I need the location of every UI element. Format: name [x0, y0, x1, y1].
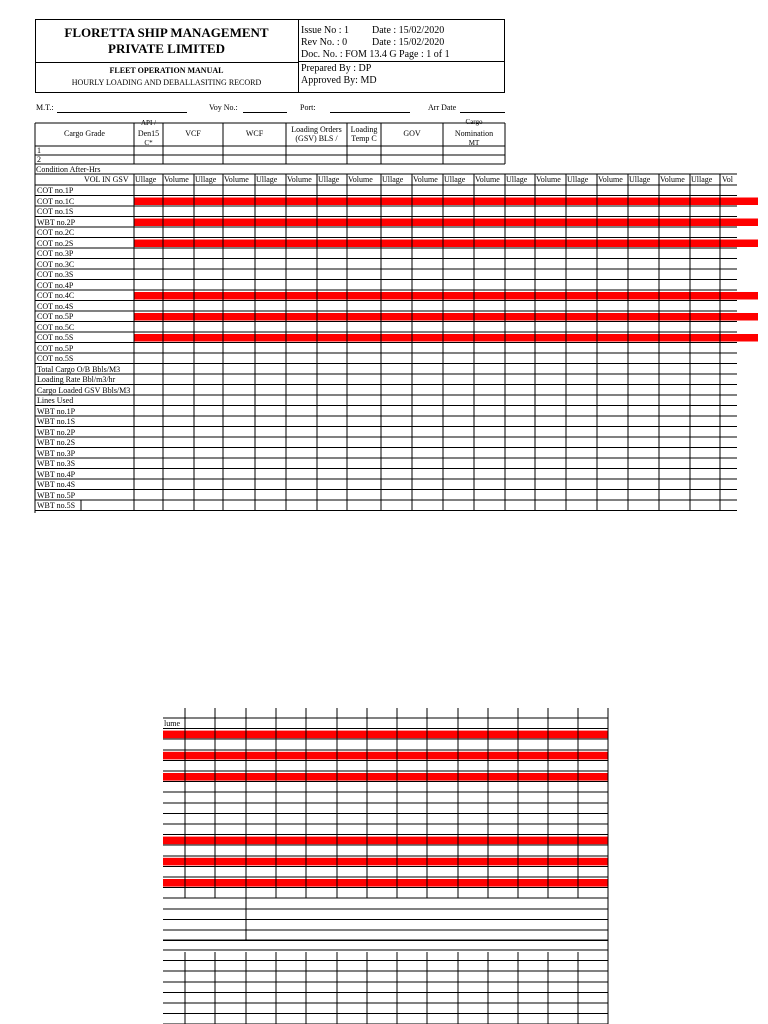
wbt-row-label-2: WBT no.2P: [37, 427, 76, 437]
doc-no: Doc. No. : FOM 13.4 G Page : 1 of 1: [301, 49, 450, 60]
summary-row-label-1: Loading Rate Bbl/m3/hr: [37, 375, 116, 384]
arr-date-label: Arr Date: [428, 103, 457, 112]
tank-row-label-1: COT no.1C: [37, 196, 75, 206]
wbt-row-label-5: WBT no.3S: [37, 459, 76, 468]
rev-date: Date : 15/02/2020: [372, 37, 445, 48]
voy-label: Voy No.:: [209, 103, 238, 112]
ullage-header-6: Ullage: [318, 175, 340, 184]
wbt-row-label-7: WBT no.4S: [37, 480, 76, 489]
wbt-row-label-3: WBT no.2S: [37, 438, 76, 447]
ullage-header-7: Volume: [348, 175, 373, 184]
tank-row-label-6: COT no.3P: [37, 249, 74, 258]
wbt-row-label-1: WBT no.1S: [37, 417, 76, 426]
summary-row-label-2: Cargo Loaded GSV Bbls/M3: [37, 385, 131, 395]
approved-by: Approved By: MD: [301, 75, 377, 86]
prepared-by: Prepared By : DP: [301, 63, 372, 74]
issue-date: Date : 15/02/2020: [372, 25, 445, 36]
col-cargo-grade: Cargo Grade: [64, 129, 105, 138]
condition-label: Condition After-Hrs: [36, 165, 101, 174]
col-vcf: VCF: [185, 129, 201, 138]
col-loading-orders-2: (GSV) BLS /: [295, 134, 338, 143]
ullage-header-18: Ullage: [691, 175, 713, 184]
mt-label: M.T.:: [36, 103, 54, 112]
ullage-header-14: Ullage: [567, 175, 589, 184]
fragment-row-highlight-13: [163, 858, 608, 866]
wbt-row-label-4: WBT no.3P: [37, 448, 76, 458]
ullage-header-vol-cut: Vol: [722, 175, 733, 184]
tank-row-label-12: COT no.5P: [37, 312, 74, 321]
fragment-row-highlight-3: [163, 752, 608, 760]
col-den: Den15: [137, 129, 160, 138]
tank-row-label-15: COT no.5P: [37, 343, 74, 353]
company-name-line1: FLORETTA SHIP MANAGEMENT: [64, 25, 269, 40]
ullage-header-3: Volume: [224, 175, 249, 184]
tank-row-label-11: COT no.4S: [37, 301, 74, 311]
grade-row-1: 1: [37, 146, 41, 155]
col-loading-temp-2: Temp C: [351, 134, 377, 143]
summary-row-label-3: Lines Used: [37, 396, 74, 405]
col-nomination-2: Nomination: [454, 129, 494, 138]
tank-row-label-13: COT no.5C: [37, 322, 75, 332]
col-gov: GOV: [403, 129, 421, 138]
ullage-header-2: Ullage: [195, 175, 217, 184]
vol-in-gsv-label: VOL IN GSV: [84, 175, 129, 184]
ullage-header-1: Volume: [164, 175, 189, 184]
wbt-row-label-0: WBT no.1P: [37, 406, 76, 416]
ullage-header-4: Ullage: [256, 175, 278, 184]
manual-title: FLEET OPERATION MANUAL: [109, 66, 224, 75]
ullage-header-11: Volume: [475, 175, 500, 184]
col-wcf: WCF: [245, 129, 264, 138]
issue-no: Issue No : 1: [301, 25, 350, 36]
ullage-header-17: Volume: [660, 175, 685, 184]
fragment-row-highlight-11: [163, 837, 608, 845]
fragment-row-highlight-5: [163, 773, 608, 781]
wbt-row-label-9: WBT no.5S: [37, 501, 76, 510]
summary-row-label-0: Total Cargo O/B Bbls/M3: [37, 364, 121, 374]
port-label: Port:: [300, 103, 316, 112]
record-title: HOURLY LOADING AND DEBALLASITING RECORD: [71, 78, 262, 87]
grade-row-2: 2: [37, 155, 41, 164]
ullage-header-0: Ullage: [135, 175, 157, 184]
tank-row-label-14: COT no.5S: [37, 333, 74, 342]
tank-row-label-10: COT no.4C: [37, 291, 75, 300]
page2-fragment-label: lume: [164, 719, 180, 728]
ullage-header-12: Ullage: [506, 175, 528, 184]
fragment-row-highlight-15: [163, 879, 608, 887]
tank-row-label-3: WBT no.2P: [37, 217, 76, 227]
ullage-header-8: Ullage: [382, 175, 404, 184]
tank-row-label-9: COT no.4P: [37, 280, 74, 290]
tank-row-label-5: COT no.2S: [37, 238, 74, 248]
tank-row-label-0: COT no.1P: [37, 186, 74, 195]
wbt-row-label-8: WBT no.5P: [37, 490, 76, 500]
tank-row-label-2: COT no.1S: [37, 207, 74, 216]
wbt-row-label-6: WBT no.4P: [37, 469, 76, 479]
ullage-header-5: Volume: [287, 175, 312, 184]
col-den-bot: C*: [144, 139, 153, 147]
col-loading-orders-1: Loading Orders: [291, 125, 342, 134]
tank-row-label-8: COT no.3S: [37, 270, 74, 279]
fragment-row-highlight-1: [163, 731, 608, 739]
rev-no: Rev No. : 0: [301, 37, 348, 48]
ullage-header-9: Volume: [413, 175, 438, 184]
tank-row-label-4: COT no.2C: [37, 228, 75, 237]
company-name-line2: PRIVATE LIMITED: [108, 41, 225, 56]
col-nomination-3: MT: [468, 139, 480, 147]
ullage-header-13: Volume: [536, 175, 561, 184]
tank-row-label-16: COT no.5S: [37, 354, 74, 363]
col-nomination-1: Cargo: [465, 118, 483, 126]
ullage-header-15: Volume: [598, 175, 623, 184]
ullage-header-10: Ullage: [444, 175, 466, 184]
tank-row-label-7: COT no.3C: [37, 259, 75, 269]
col-den-top: API /: [141, 119, 156, 127]
col-loading-temp-1: Loading: [350, 125, 378, 134]
ullage-header-16: Ullage: [629, 175, 651, 184]
